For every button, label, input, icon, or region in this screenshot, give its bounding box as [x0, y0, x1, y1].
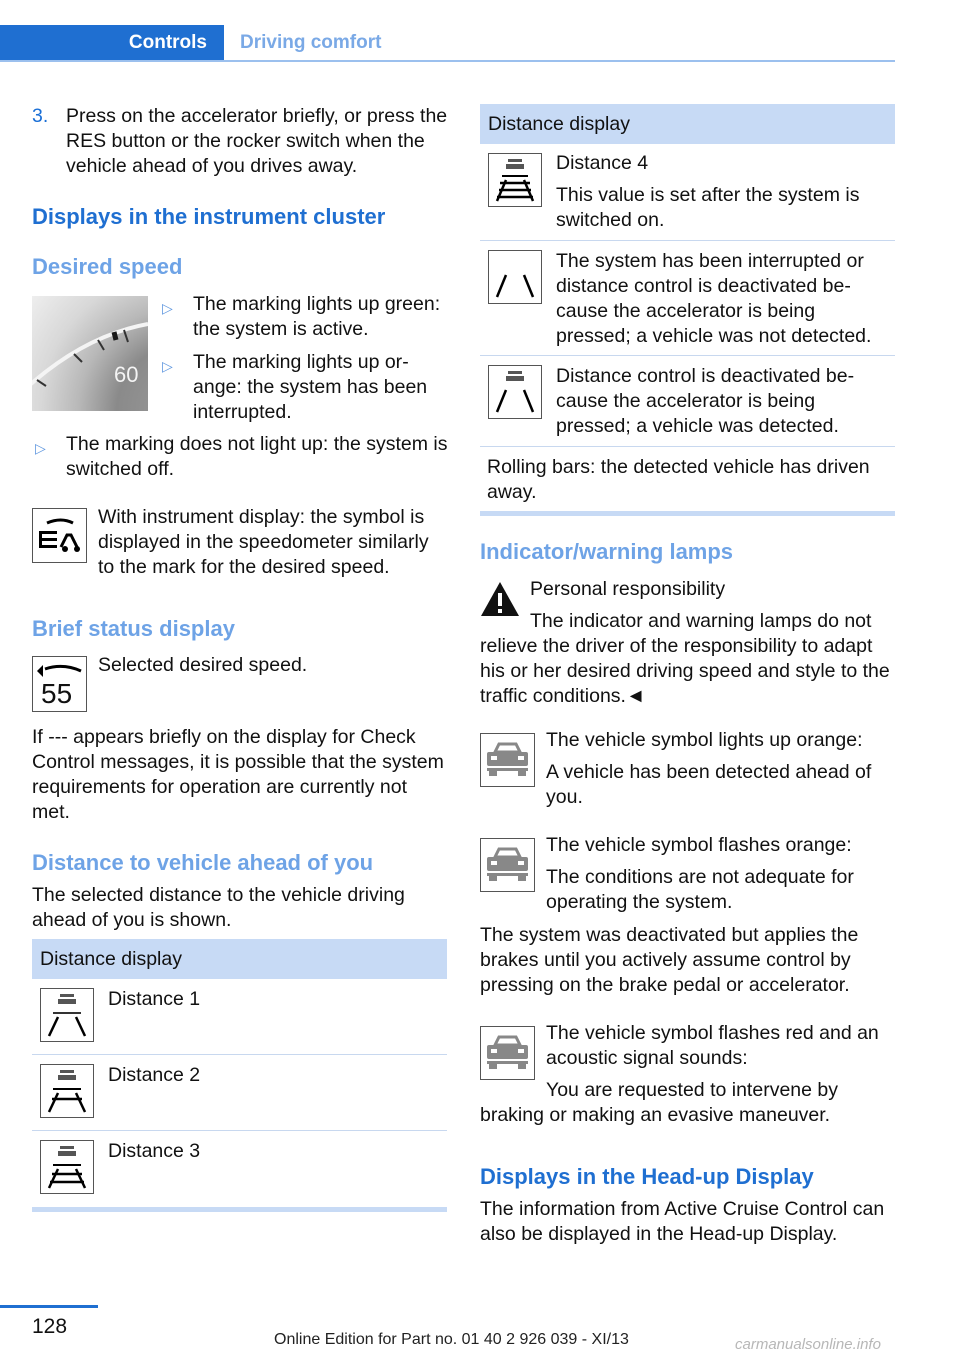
tab-driving-comfort[interactable]: Driving comfort: [240, 32, 382, 53]
table-header: Distance display: [32, 939, 447, 979]
table-row: Distance 3: [108, 1140, 201, 1162]
bullet-off: The marking does not light up: the system is switched off.: [66, 433, 448, 480]
distance-3-icon: [40, 1140, 94, 1194]
distance-4-title: Distance 4: [556, 152, 649, 174]
orange-lights-title: The vehicle symbol lights up orange:: [546, 729, 863, 751]
bullet-orange: The marking lights up orange: the system has been interrupted.: [193, 351, 428, 423]
table-end-bar: [480, 511, 895, 516]
personal-title: Personal responsibility: [530, 578, 726, 600]
table-row: Distance 1: [108, 988, 201, 1010]
distance-1-icon: [40, 988, 94, 1042]
instrument-display-text: With instrument display: the symbol is displayed in the speedometer similarly to the mark for the desired speed.: [98, 506, 429, 578]
page-number: 128: [32, 1315, 68, 1338]
gauge-number: 60: [114, 362, 139, 387]
red-flash-title: The vehicle symbol flashes red and an acoustic signal sounds:: [546, 1022, 879, 1069]
row-divider: [32, 1130, 447, 1131]
distance-2-icon: [40, 1064, 94, 1118]
step-number: 3.: [32, 105, 49, 127]
speedometer-image: [32, 296, 148, 411]
distance-4-text: This value is set after the system is switched on.: [556, 184, 860, 231]
interrupted-text: The system has been interrupted or distance control is deactivated because the accelerator is being pressed; a vehicle was not detected.: [556, 250, 872, 347]
deactivated-text: Distance control is deactivated because the accelerator is being pressed; a vehicle was detected.: [556, 365, 855, 437]
lanes-vehicle-icon: [488, 365, 542, 419]
bullet-triangle-icon: ▷: [35, 440, 46, 456]
selected-speed-text: Selected desired speed.: [98, 654, 308, 676]
lanes-no-vehicle-icon: [488, 250, 542, 304]
hud-text: The information from Active Cruise Control can also be displayed in the Head-up Display.: [480, 1198, 885, 1245]
subheading-brief-status: Brief status display: [32, 616, 235, 641]
subheading-distance: Distance to vehicle ahead of you: [32, 850, 374, 875]
distance-4-icon: [488, 153, 542, 207]
row-divider: [480, 240, 895, 241]
section-heading-hud: Displays in the Head-up Display: [480, 1164, 814, 1189]
subheading-indicator-lamps: Indicator/warning lamps: [480, 539, 734, 564]
cruise-control-icon: [32, 508, 87, 563]
step-text: Press on the accelerator briefly, or press the RES button or the rocker switch when the vehicle ahead of you drives away.: [66, 105, 448, 177]
orange-lights-text: A vehicle has been detected ahead of you.: [546, 761, 872, 808]
speed-55-icon: [32, 656, 87, 712]
footer-accent-line: [0, 1305, 98, 1308]
rolling-bars-text: Rolling bars: the detected vehicle has driven away.: [487, 456, 870, 503]
check-control-text: If --- appears briefly on the display for Check Control messages, it is possible that the system requirements for operation are currently not met.: [32, 726, 444, 823]
vehicle-icon: [480, 733, 535, 787]
deactivated-brakes-text: The system was deactivated but applies the brakes until you actively assume control by pressing on the brake pedal or accelerator.: [480, 924, 859, 996]
vehicle-icon: [480, 1026, 535, 1080]
watermark: carmanualsonline.info: [735, 1336, 881, 1353]
red-flash-text: You are requested to intervene by braking or making an evasive maneuver.: [480, 1079, 838, 1126]
table-header: Distance display: [480, 104, 895, 144]
personal-text: The indicator and warning lamps do not relieve the driver of the responsibility to adapt his or her desired driving speed and style to the traffic conditions.◄: [480, 610, 890, 707]
header-divider: [0, 60, 895, 62]
row-divider: [32, 1054, 447, 1055]
row-divider: [480, 355, 895, 356]
vehicle-icon: [480, 838, 535, 892]
row-divider: [480, 446, 895, 447]
bullet-triangle-icon: ▷: [162, 300, 173, 316]
section-heading-displays: Displays in the instrument cluster: [32, 204, 386, 229]
distance-text: The selected distance to the vehicle driving ahead of you is shown.: [32, 884, 405, 931]
subheading-desired-speed: Desired speed: [32, 254, 183, 279]
tab-controls[interactable]: Controls: [0, 25, 224, 61]
edition-text: Online Edition for Part no. 01 40 2 926 039 - XI/13: [274, 1331, 629, 1348]
table-end-bar: [32, 1207, 447, 1212]
orange-flash-title: The vehicle symbol flashes orange:: [546, 834, 852, 856]
bullet-triangle-icon: ▷: [162, 358, 173, 374]
bullet-green: The marking lights up green: the system is active.: [193, 293, 441, 340]
table-row: Distance 2: [108, 1064, 201, 1086]
orange-flash-text: The conditions are not adequate for operating the system.: [546, 866, 854, 913]
speed-number: 55: [41, 678, 73, 709]
